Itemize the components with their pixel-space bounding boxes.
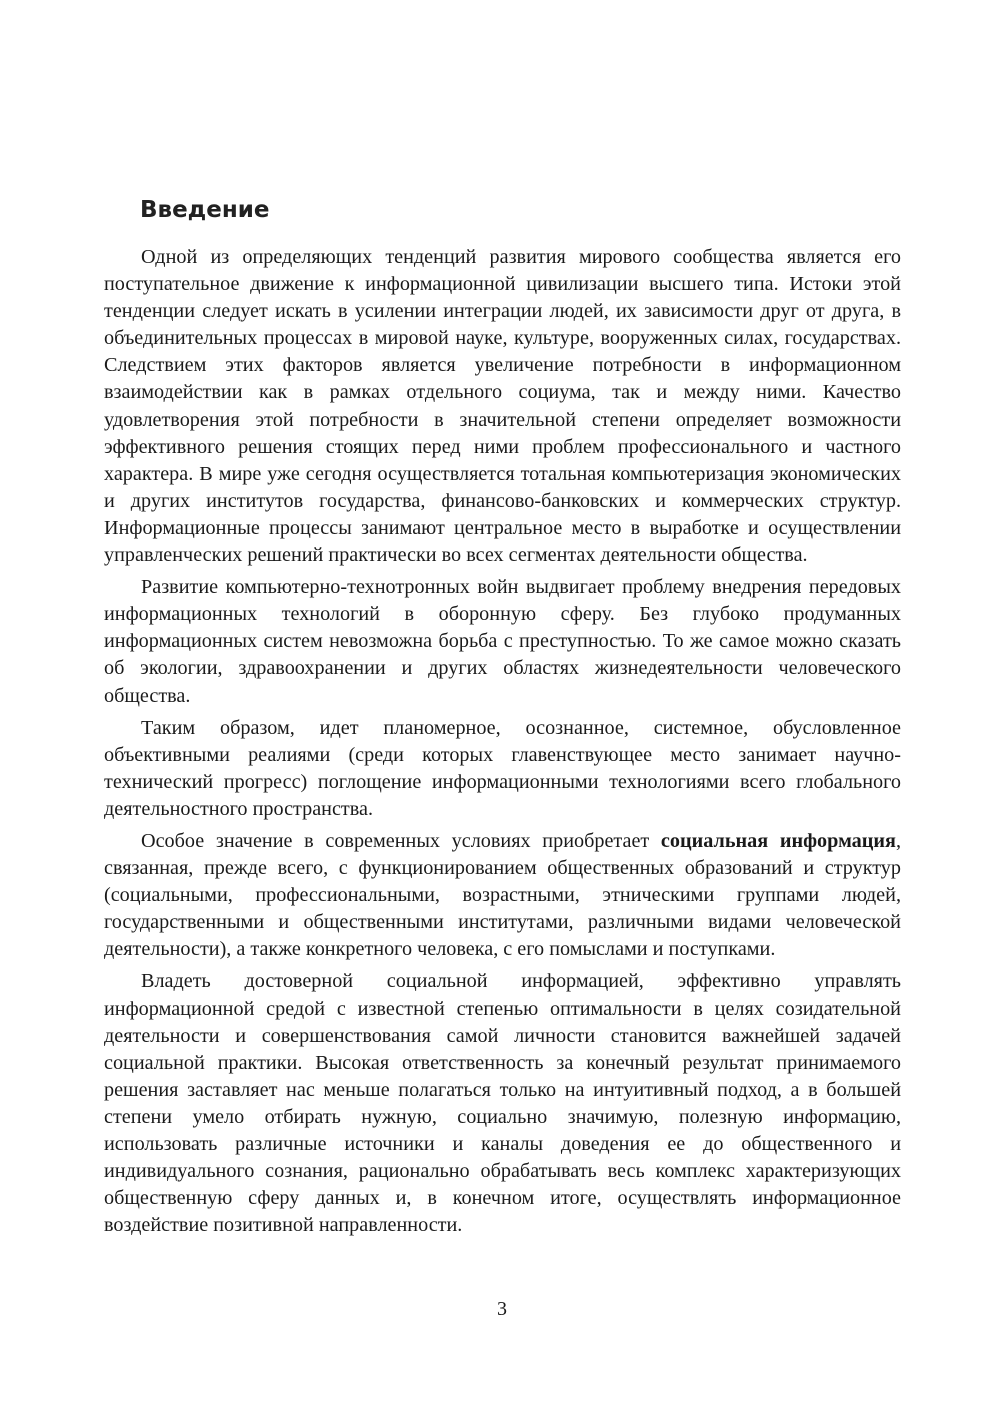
paragraph-4-lead: Особое значение в современных условиях приобретает xyxy=(141,829,661,852)
paragraph-3: Таким образом, идет планомерное, осознанное, системное, обусловленное объективными реалиями (среди которых главенствующее место занимает научно-технический прогресс) поглощение информационными технологиями всего глобального деятельностного пространства. xyxy=(104,716,901,820)
paragraph-1: Одной из определяющих тенденций развития мирового сообщества является его поступательное движение к информационной цивилизации высшего типа. Истоки этой тенденции следует искать в усилении интеграции людей, их зависимости друг от друга, в объединительных процессах в мировой науке, культуре, вооруженных силах, государствах. Следствием этих факторов является увеличение потребности в информационном взаимодействии как в рамках отдельного социума, так и между ними. Качество удовлетворения этой потребности в значительной степени определяет возможности эффективного решения стоящих перед ними проблем профессионального и частного характера. В мире уже сегодня осуществляется тотальная компьютеризация экономических и других институтов государства, финансово-банковских и коммерческих структур. Информационные процессы занимают центральное место в выработке и осуществлении управленческих решений практически во всех сегментах деятельности общества. xyxy=(104,246,901,567)
paragraph-4 xyxy=(104,828,901,963)
section-heading: Введение xyxy=(140,197,270,223)
body-text xyxy=(104,244,901,1244)
bold-term: социальная информация xyxy=(660,829,896,852)
paragraph-2: Развитие компьютерно-технотронных войн выдвигает проблему внедрения передовых информационных технологий в оборонную сферу. Без глубоко продуманных информационных систем невозможна борьба с преступностью. То же самое можно сказать об экологии, здравоохранении и других областях жизнедеятельности человеческого общества. xyxy=(104,576,901,707)
paragraph-4-rest: , связанная, прежде всего, с функционированием общественных образований и структур (социальными, профессиональными, возрастными, этническими группами людей, государственными и общественными институтами, различными видами человеческой деятельности), а также конкретного человека, с его помыслами и поступками. xyxy=(104,829,902,961)
paragraph-5: Владеть достоверной социальной информацией, эффективно управлять информационной средой с известной степенью оптимальности в целях созидательной деятельности и совершенствования самой личности становится важнейшей задачей социальной практики. Высокая ответственность за конечный результат принимаемого решения заставляет нас меньше полагаться только на интуитивный подход, а в большей степени умело отбирать нужную, социально значимую, полезную информацию, использовать различные источники и каналы доведения ее до общественного и индивидуального сознания, рационально обрабатывать весь комплекс характеризующих общественную сферу данных и, в конечном итоге, осуществлять информационное воздействие позитивной направленности. xyxy=(104,970,901,1237)
page-number: 3 xyxy=(497,1298,507,1320)
